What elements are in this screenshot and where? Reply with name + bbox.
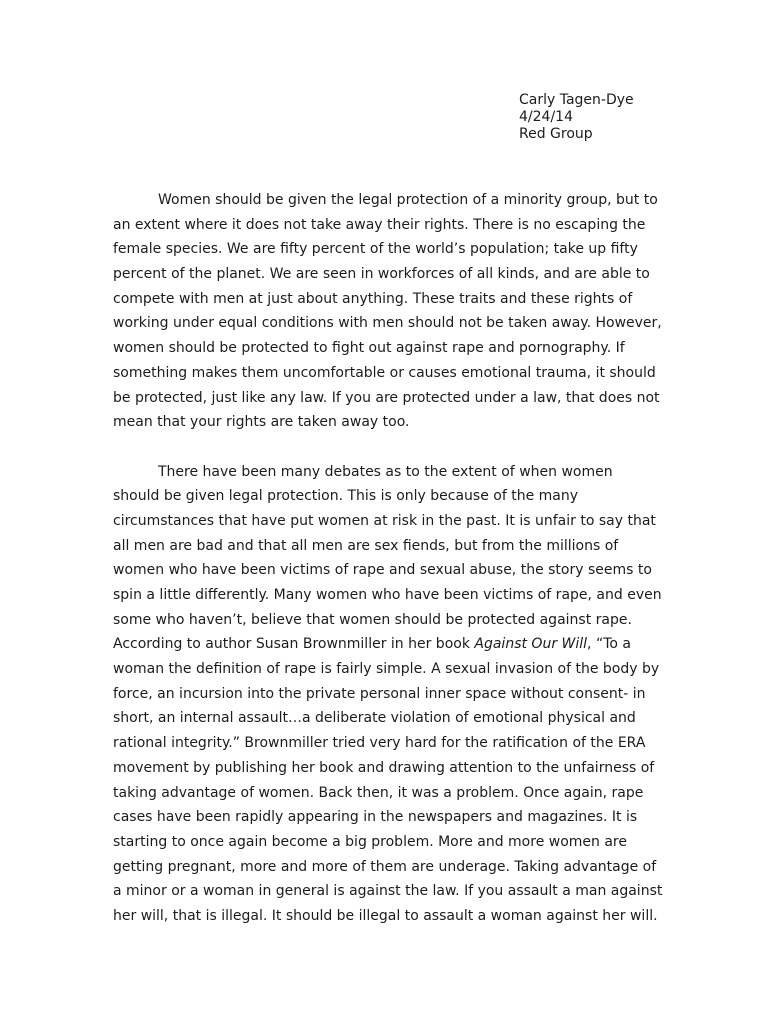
text-line: percent of the planet. We are seen in workforces of all kinds, and are able to [113, 266, 650, 283]
group-name: Red Group [519, 126, 593, 142]
text-line: taking advantage of women. Back then, it was a problem. Once again, rape [113, 784, 644, 801]
text-line: cases have been rapidly appearing in the newspapers and magazines. It is [113, 809, 638, 826]
text-line: working under equal conditions with men should not be taken away. However, [113, 315, 662, 332]
text-line: should be given legal protection. This is only because of the many [113, 488, 579, 505]
text-line: female species. We are fifty percent of the world’s population; take up fifty [113, 241, 638, 258]
book-citation-line [113, 632, 659, 657]
citation-suffix: , “To a [587, 636, 631, 653]
essay-date: 4/24/14 [519, 109, 573, 125]
paragraph-spacer [113, 435, 659, 460]
text-line: her will, that is illegal. It should be illegal to assault a woman against her will. [113, 907, 658, 924]
text-line: spin a little differently. Many women who have been victims of rape, and even [113, 587, 662, 603]
citation-prefix: According to author Susan Brownmiller in her book [113, 636, 475, 653]
text-line: short, an internal assault…a deliberate violation of emotional physical and [113, 710, 636, 727]
text-line: women who have been victims of rape and sexual abuse, the story seems to [113, 562, 652, 579]
text-line: a minor or a woman in general is against the law. If you assault a man against [113, 883, 663, 900]
book-title: Against Our Will [474, 636, 588, 653]
author-header [519, 92, 634, 143]
text-line: There have been many debates as to the extent of when women [158, 463, 613, 480]
paragraph-1 [113, 188, 662, 435]
text-line: women should be protected to fight out against rape and pornography. If [113, 340, 625, 357]
text-line: starting to once again become a big problem. More and more women are [113, 833, 627, 850]
text-line: Women should be given the legal protection of a minority group, but to [158, 192, 658, 208]
text-line: all men are bad and that all men are sex fiends, but from the millions of [113, 537, 619, 554]
text-line: force, an incursion into the private personal inner space without consent- in [113, 685, 646, 702]
paragraph-2 [113, 460, 663, 929]
text-line: be protected, just like any law. If you are protected under a law, that does not [113, 389, 660, 406]
text-line: circumstances that have put women at risk in the past. It is unfair to say that [113, 512, 656, 529]
text-line: rational integrity.” Brownmiller tried very hard for the ratification of the ERA [113, 735, 646, 752]
text-line: compete with men at just about anything. These traits and these rights of [113, 290, 633, 307]
author-name: Carly Tagen-Dye [519, 92, 634, 108]
text-line: something makes them uncomfortable or causes emotional trauma, it should [113, 364, 656, 381]
text-line: an extent where it does not take away their rights. There is no escaping the [113, 216, 646, 233]
essay-body [113, 188, 663, 929]
text-line: movement by publishing her book and drawing attention to the unfairness of [113, 759, 655, 776]
text-line: getting pregnant, more and more of them are underage. Taking advantage of [113, 858, 657, 875]
text-line: some who haven’t, believe that women should be protected against rape. [113, 611, 632, 628]
text-line: mean that your rights are taken away too. [113, 414, 410, 431]
text-line: woman the definition of rape is fairly simple. A sexual invasion of the body by [113, 661, 660, 678]
